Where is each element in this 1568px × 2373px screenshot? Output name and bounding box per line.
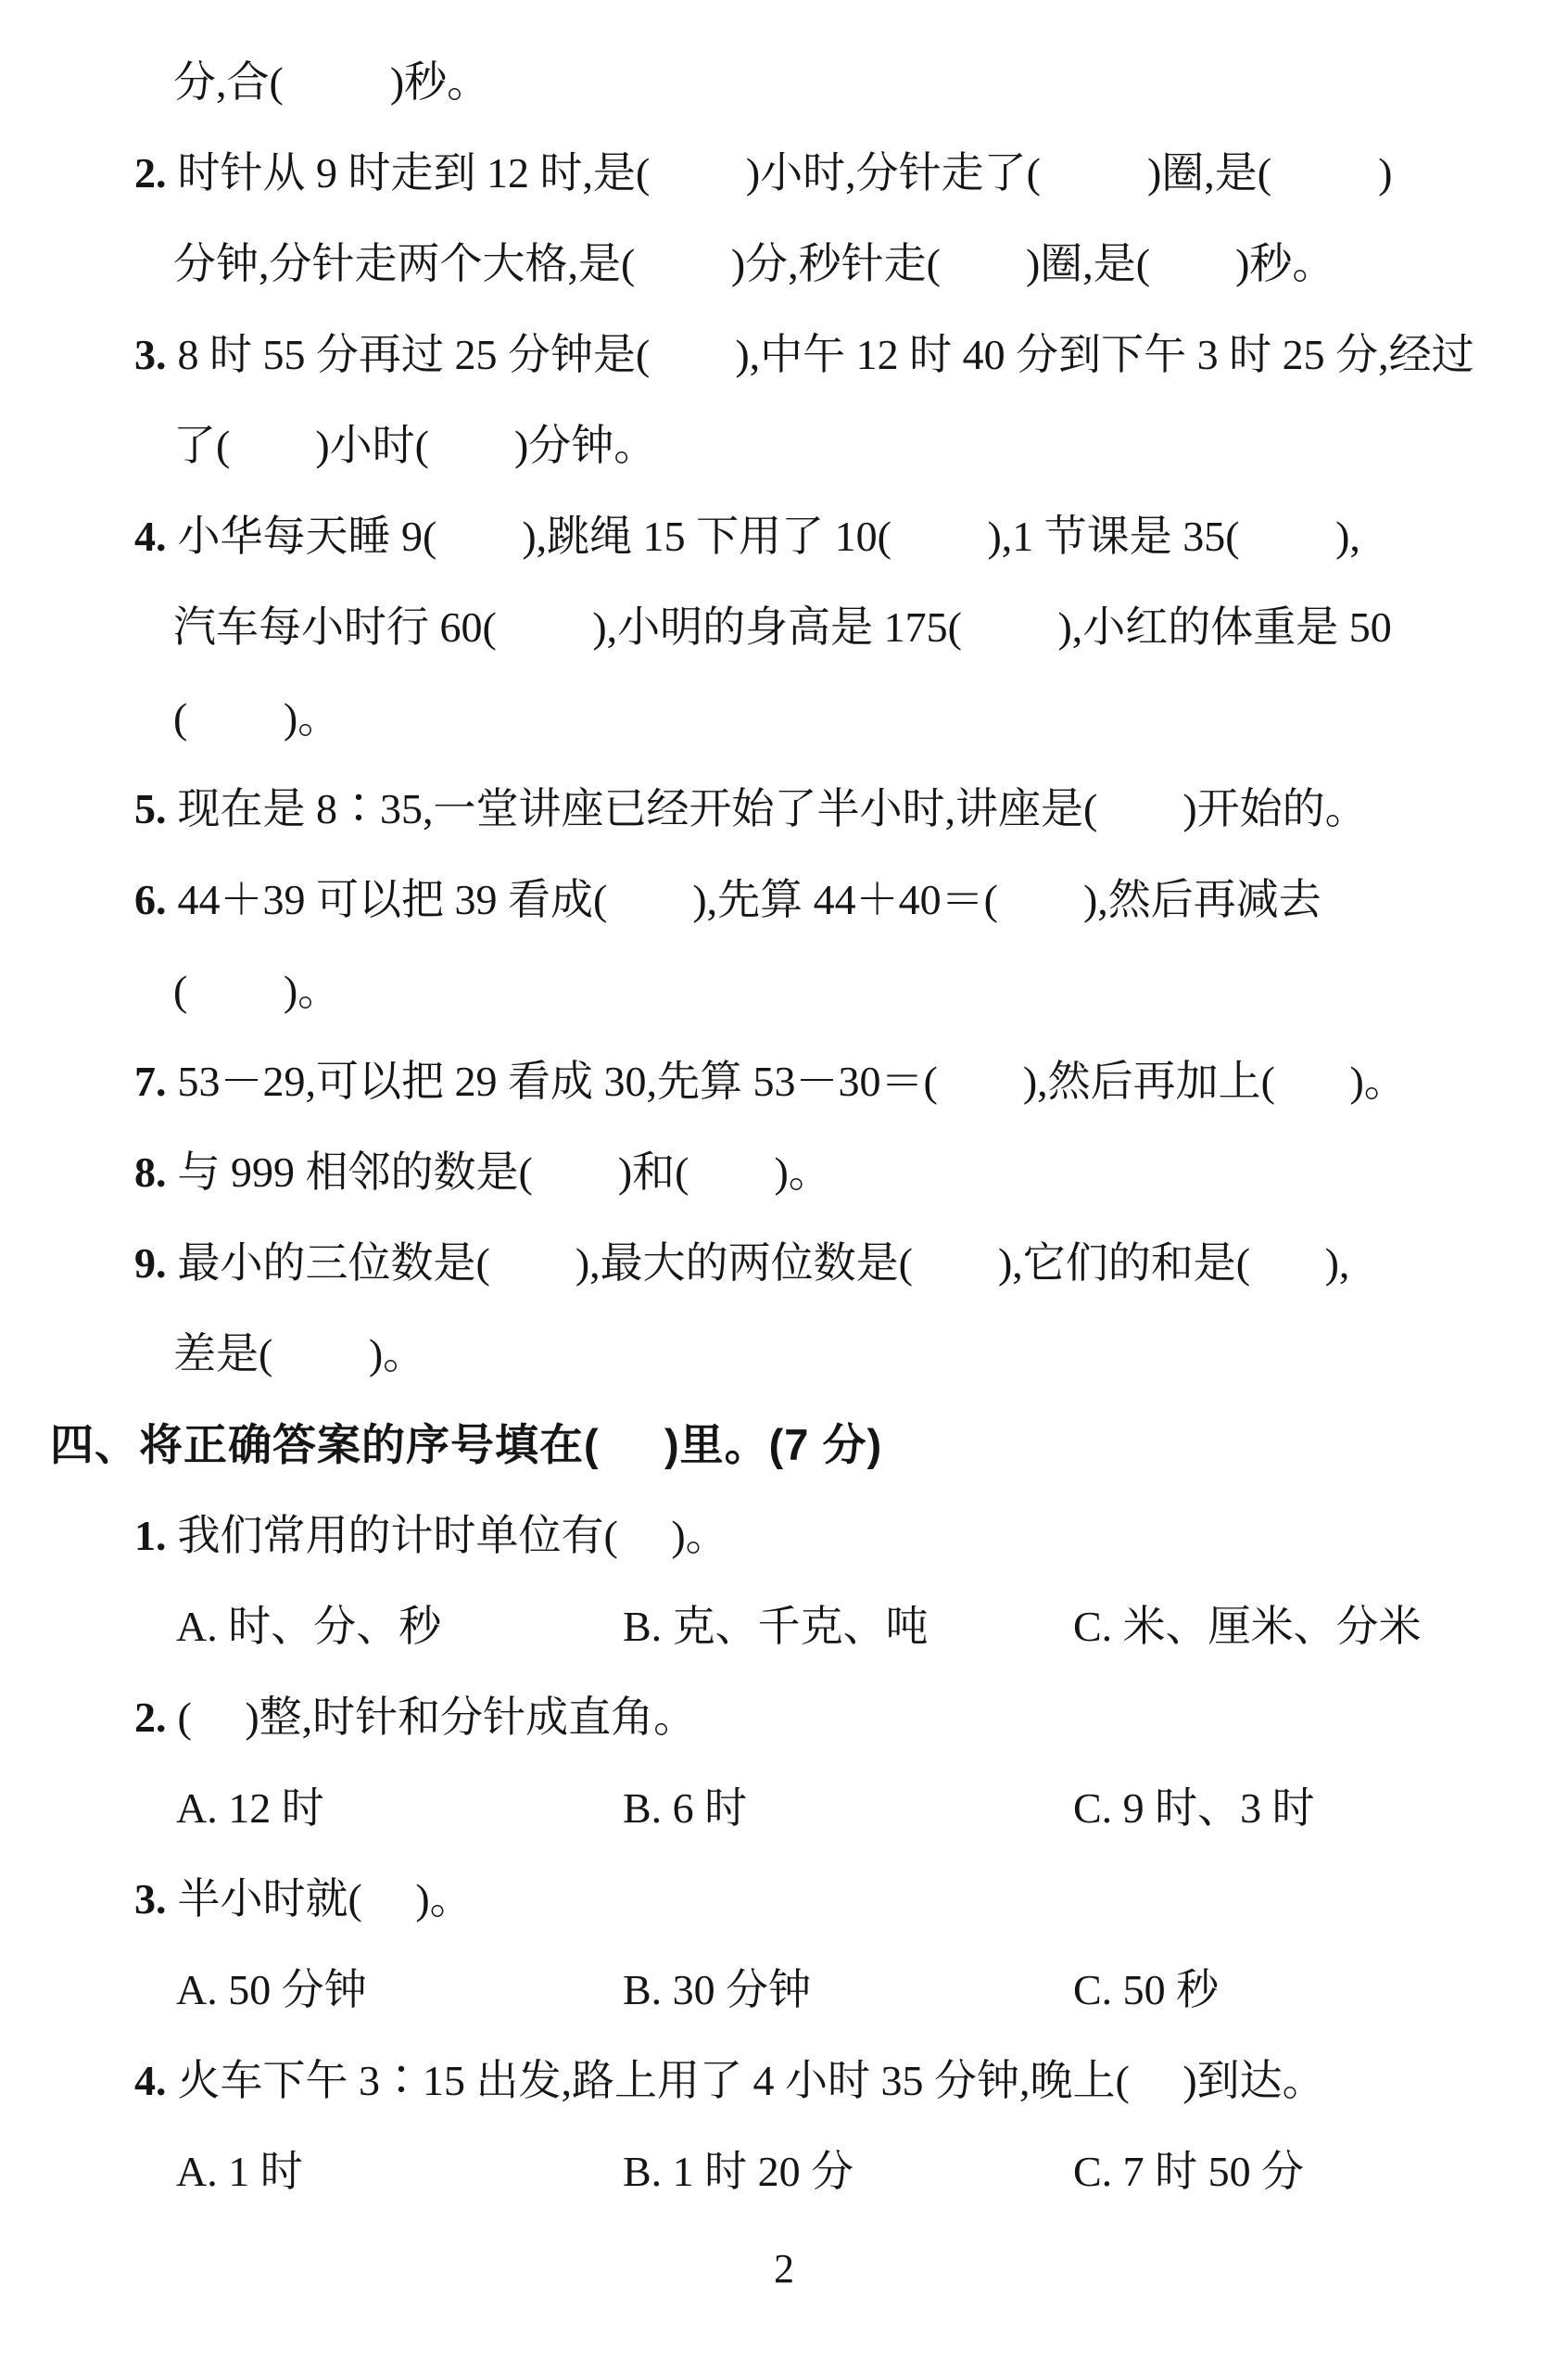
fill-q1-tail-line: 分,合( )秒。 [173,58,490,106]
choice-q3-line [0,1854,1568,1945]
choice-q1-option-b: B. 克、千克、吨 [623,1603,929,1650]
fill-q5-text1: 现在是 8∶35,一堂讲座已经开始了半小时,讲座是( )开始的。 [177,785,1368,832]
fill-q9-line2: 差是( )。 [173,1330,426,1377]
fill-q3-line2: 了( )小时( )分钟。 [173,422,657,469]
fill-q3-line1 [0,310,1568,400]
fill-q4-line1 [0,491,1568,582]
choice-q1-line [0,1491,1568,1581]
fill-q9-number: 9. [134,1239,167,1287]
fill-q7-text1: 53－29,可以把 29 看成 30,先算 53－30＝( ),然后再加上( )。 [177,1058,1407,1105]
choice-q2-text: ( )整,时针和分针成直角。 [177,1694,697,1741]
fill-q3-number: 3. [134,331,167,378]
fill-q3-text1: 8 时 55 分再过 25 分钟是( ),中午 12 时 40 分到下午 3 时 25 分,经过 [177,331,1474,378]
choice-q4-number: 4. [134,2057,167,2104]
choice-q4-line [0,2036,1568,2126]
choice-q3-text: 半小时就( )。 [177,1875,473,1923]
fill-q6-line1 [0,855,1568,945]
choice-q3-number: 3. [134,1875,167,1923]
fill-q4-line2: 汽车每小时行 60( ),小明的身高是 175( ),小红的体重是 50 [173,603,1392,651]
choice-q2-option-a: A. 12 时 [176,1784,324,1832]
choice-q1-text: 我们常用的计时单位有( )。 [177,1512,728,1559]
choice-q4-option-c: C. 7 时 50 分 [1073,2148,1305,2195]
fill-q8-line1 [0,1127,1568,1218]
fill-q2-line1 [0,128,1568,219]
fill-q2-number: 2. [134,149,167,197]
fill-q6-line2: ( )。 [173,967,341,1014]
choice-q1-options-row [0,1581,1568,1672]
fill-q4-line3: ( )。 [173,694,341,742]
choice-q2-number: 2. [134,1694,167,1741]
choice-q1-number: 1. [134,1512,167,1559]
choice-q3-option-c: C. 50 秒 [1073,1966,1220,2013]
choice-q4-option-b: B. 1 时 20 分 [623,2148,854,2195]
choice-q1-option-c: C. 米、厘米、分米 [1073,1603,1422,1650]
choice-q4-option-a: A. 1 时 [176,2148,303,2195]
fill-q2-text1: 时针从 9 时走到 12 时,是( )小时,分针走了( )圈,是( ) [177,149,1393,197]
fill-q2-line2: 分钟,分针走两个大格,是( )分,秒针走( )圈,是( )秒。 [173,240,1335,287]
choice-q1-option-a: A. 时、分、秒 [176,1603,442,1650]
choice-q2-options-row [0,1763,1568,1854]
fill-q6-text1: 44＋39 可以把 39 看成( ),先算 44＋40＝( ),然后再减去 [177,876,1321,923]
fill-q6-number: 6. [134,876,167,923]
choice-q2-line [0,1672,1568,1763]
fill-q5-number: 5. [134,785,167,832]
choice-q4-text: 火车下午 3∶15 出发,路上用了 4 小时 35 分钟,晚上( )到达。 [177,2057,1325,2104]
fill-q9-text1: 最小的三位数是( ),最大的两位数是( ),它们的和是( ), [177,1239,1350,1287]
choice-q2-option-c: C. 9 时、3 时 [1073,1784,1315,1832]
fill-q4-text1: 小华每天睡 9( ),跳绳 15 下用了 10( ),1 节课是 35( ), [177,513,1360,560]
fill-q8-number: 8. [134,1148,167,1196]
fill-q9-line1 [0,1218,1568,1309]
fill-q8-text1: 与 999 相邻的数是( )和( )。 [177,1148,831,1196]
page-number: 2 [774,2246,794,2291]
choice-q3-option-a: A. 50 分钟 [176,1966,367,2013]
choice-section-header: 四、将正确答案的序号填在( )里。(7 分) [50,1420,883,1469]
fill-q7-line1 [0,1036,1568,1127]
choice-q2-option-b: B. 6 时 [623,1784,748,1832]
worksheet-content [0,37,1568,2217]
choice-q3-options-row [0,1945,1568,2036]
fill-q5-line1 [0,764,1568,855]
choice-q4-options-row [0,2126,1568,2217]
choice-q3-option-b: B. 30 分钟 [623,1966,812,2013]
fill-q7-number: 7. [134,1058,167,1105]
fill-q4-number: 4. [134,513,167,560]
